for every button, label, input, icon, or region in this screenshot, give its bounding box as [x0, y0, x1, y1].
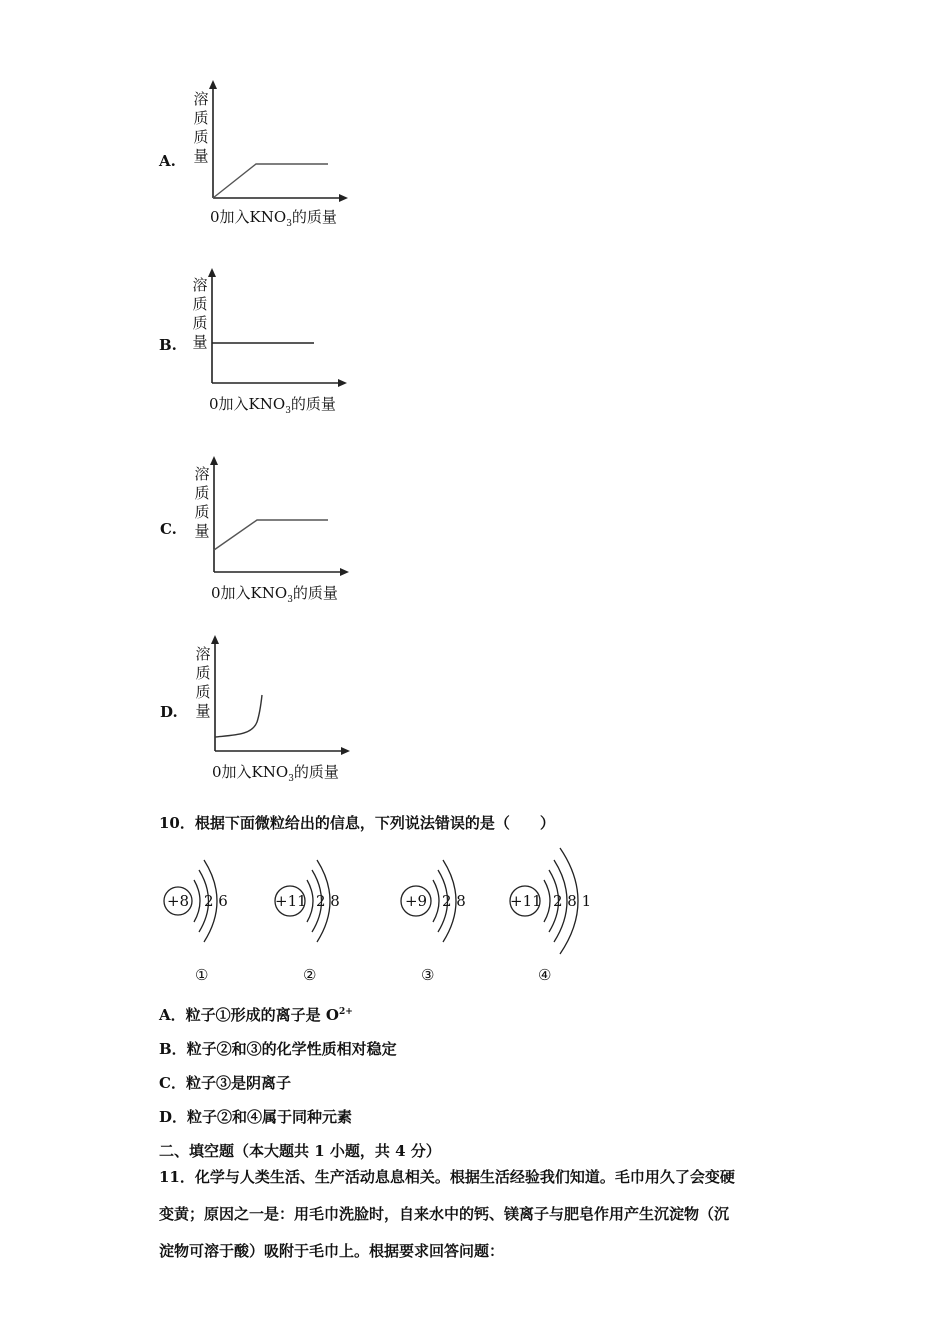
x-axis-label: 0加入$KNO_3$的质量: [211, 584, 338, 605]
nucleus-charge: +11: [275, 892, 307, 910]
electron-counts: 2 8: [316, 892, 340, 910]
electron-shell-arc: [194, 880, 200, 922]
option-letter: A.: [159, 152, 176, 170]
particle-marker: ①: [195, 966, 209, 984]
answer-option-d: D．粒子②和④属于同种元素: [159, 1108, 353, 1126]
y-axis-label: 溶 质 质 量: [195, 645, 211, 720]
option-letter: C.: [160, 520, 177, 538]
y-axis-label: 溶 质 质 量: [192, 276, 208, 351]
answer-option-c: C．粒子③是阴离子: [159, 1074, 291, 1092]
particle-marker: ③: [421, 966, 435, 984]
electron-counts: 2 8 1: [553, 892, 592, 910]
y-axis-label: 溶 质 质 量: [194, 465, 210, 540]
question-11-line: 淀物可溶于酸）吸附于毛巾上。根据要求回答问题：: [159, 1242, 505, 1260]
section-heading: 二、填空题（本大题共 1 小题，共 4 分）: [159, 1142, 441, 1160]
question-11-line: 11．化学与人类生活、生产活动息息相关。根据生活经验我们知道。毛巾用久了会变硬: [159, 1168, 735, 1186]
x-axis-label: 0加入$KNO_3$的质量: [210, 208, 337, 229]
y-axis-label: 溶 质 质 量: [193, 90, 209, 165]
nucleus-charge: +11: [510, 892, 542, 910]
option-letter: B.: [159, 336, 177, 354]
electron-shell-arc: [433, 880, 439, 922]
question-10-stem: 10．根据下面微粒给出的信息，下列说法错误的是（ ）: [159, 814, 555, 832]
answer-option-a: A．粒子①形成的离子是 $O^{2+}$: [159, 1006, 353, 1024]
nucleus-charge: +9: [404, 892, 428, 910]
particle-marker: ②: [303, 966, 317, 984]
electron-shell-arc: [544, 880, 550, 922]
question-11-line: 变黄；原因之一是：用毛巾洗脸时，自来水中的钙、镁离子与肥皂作用产生沉淀物（沉: [159, 1205, 730, 1223]
answer-option-b: B．粒子②和③的化学性质相对稳定: [159, 1040, 397, 1058]
electron-counts: 2 8: [442, 892, 466, 910]
particle-marker: ④: [538, 966, 552, 984]
x-axis-label: 0加入$KNO_3$的质量: [209, 395, 336, 416]
option-letter: D.: [160, 703, 178, 721]
electron-shell-arc: [307, 880, 313, 922]
electron-counts: 2 6: [204, 892, 228, 910]
x-axis-label: 0加入$KNO_3$的质量: [212, 763, 339, 784]
nucleus-charge: +8: [166, 892, 190, 910]
